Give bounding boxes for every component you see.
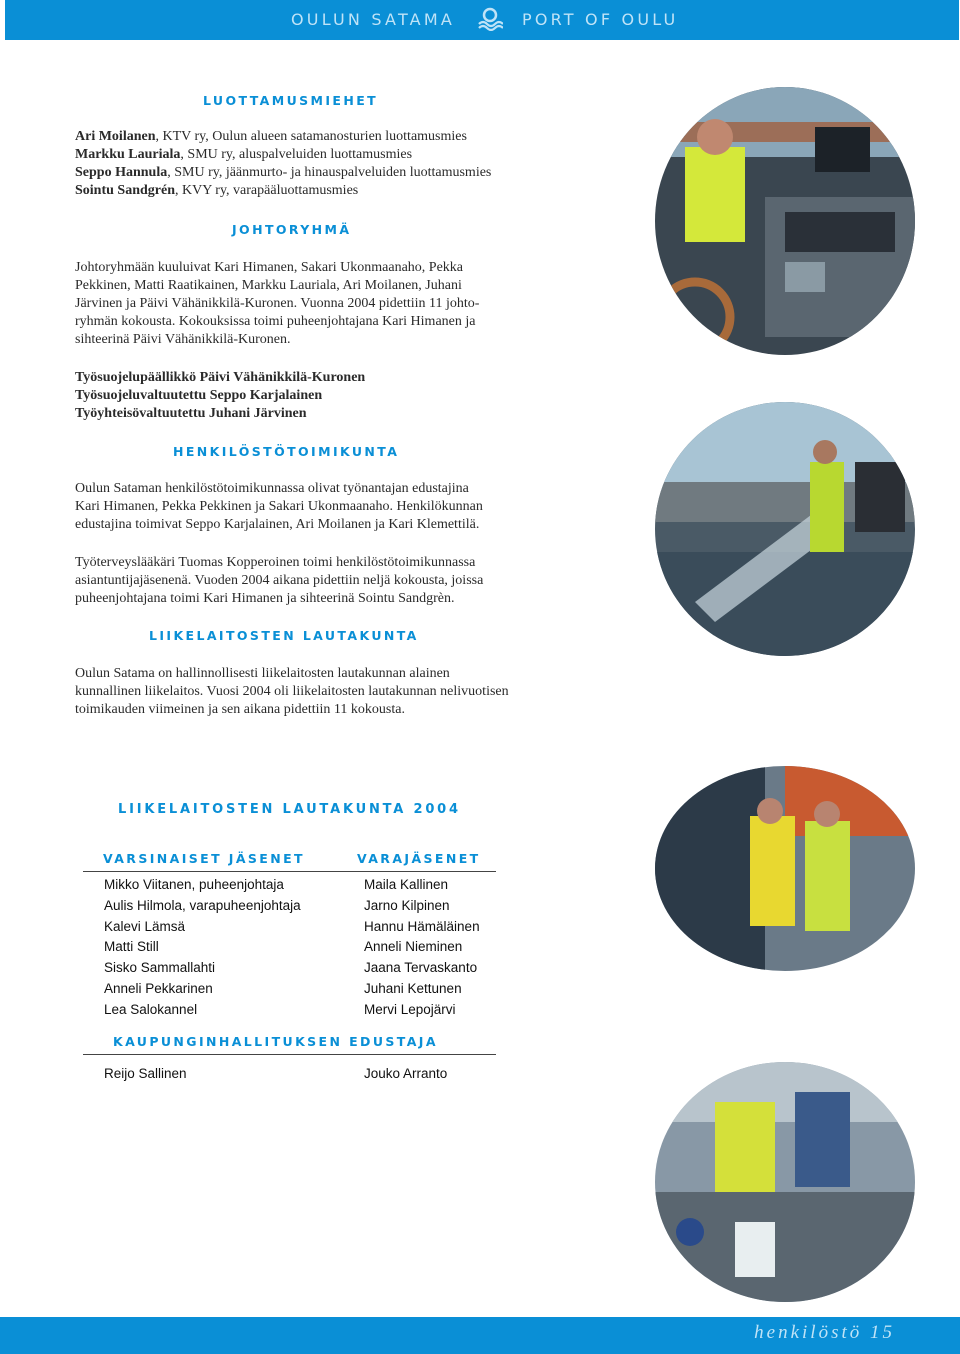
- page-label: henkilöstö 15: [754, 1322, 895, 1343]
- johtoryhma-paragraph: [75, 259, 479, 349]
- heading-kaupunginhallituksen-edustaja: KAUPUNGINHALLITUKSEN EDUSTAJA: [113, 1034, 438, 1049]
- luottamusmies-line: [75, 164, 491, 182]
- person-name: Ari Moilanen: [75, 129, 156, 144]
- luottamusmies-line: [75, 146, 491, 164]
- henkilostotoimikunta-paragraph-2: [75, 554, 483, 608]
- city-member: [104, 1064, 187, 1085]
- city-member-name: Reijo Sallinen: [104, 1066, 187, 1081]
- header-left-title: OULUN SATAMA: [291, 10, 455, 29]
- paragraph-line: Pekkinen, Matti Raatikainen, Markku Lauriala, Ari Moilanen, Juhani: [75, 278, 462, 293]
- paragraph-line: Oulun Sataman henkilöstötoimikunnassa olivat työnantajan edustajina: [75, 481, 469, 496]
- tyosuojelu-line: Työyhteisövaltuutettu Juhani Järvinen: [75, 406, 307, 421]
- heading-luottamusmiehet: LUOTTAMUSMIEHET: [203, 93, 379, 108]
- deputy-row: Juhani Kettunen: [364, 980, 462, 996]
- page-footer-bar: [0, 1317, 960, 1354]
- paragraph-line: kunnallinen liikelaitos. Vuosi 2004 oli liikelaitosten lautakunnan nelivuotisen: [75, 684, 509, 699]
- member-row: Anneli Pekkarinen: [104, 980, 213, 996]
- person-role: , SMU ry, jäänmurto- ja hinauspalveluiden luottamusmies: [167, 165, 492, 180]
- paragraph-line: Järvinen ja Päivi Vähänikkilä-Kuronen. Vuonna 2004 pidettiin 11 johto-: [75, 296, 480, 311]
- ship-bridge-photo: [655, 87, 915, 355]
- paragraph-line: ryhmän kokousta. Kokouksissa toimi puheenjohtajana Kari Himanen ja: [75, 314, 476, 329]
- paragraph-line: edustajina toimivat Seppo Karjalainen, Ari Moilanen ja Kari Klemettilä.: [75, 517, 480, 532]
- deputy-row: Hannu Hämäläinen: [364, 918, 480, 934]
- city-deputy-name: Jouko Arranto: [364, 1066, 448, 1081]
- luottamusmies-line: [75, 182, 491, 200]
- paragraph-line: Työterveyslääkäri Tuomas Kopperoinen toimi henkilöstötoimikunnassa: [75, 555, 476, 570]
- deputy-row: Mervi Lepojärvi: [364, 1001, 456, 1017]
- person-role: , KTV ry, Oulun alueen satamanosturien luottamusmies: [155, 129, 467, 144]
- member-row: Aulis Hilmola, varapuheenjohtaja: [104, 897, 301, 913]
- henkilostotoimikunta-paragraph-1: [75, 480, 483, 534]
- tyosuojelu-line: Työsuojeluvaltuutettu Seppo Karjalainen: [75, 388, 323, 403]
- paragraph-line: puheenjohtajana toimi Kari Himanen ja sihteerinä Sointu Sandgrèn.: [75, 591, 455, 606]
- paragraph-line: Kari Himanen, Pekka Pekkinen ja Sakari Ukonmaanaho. Henkilökunnan: [75, 499, 483, 514]
- table-top-rule: [83, 871, 496, 872]
- lautakunta-paragraph: [75, 665, 509, 719]
- city-deputy: [364, 1064, 447, 1085]
- tyosuojelu-line: Työsuojelupäällikkö Päivi Vähänikkilä-Kuronen: [75, 370, 366, 385]
- person-name: Markku Lauriala: [75, 147, 181, 162]
- deputy-row: Jaana Tervaskanto: [364, 960, 478, 976]
- tyosuojelu-list: [75, 369, 365, 423]
- members-column: [104, 875, 301, 1021]
- column-heading-members: VARSINAISET JÄSENET: [103, 851, 305, 866]
- deputies-column: [364, 875, 480, 1021]
- anchor-wave-logo-icon: [477, 7, 503, 31]
- luottamusmiehet-list: [75, 128, 491, 200]
- heading-henkilostotoimikunta: HENKILÖSTÖTOIMIKUNTA: [173, 444, 400, 459]
- person-role: , SMU ry, aluspalveluiden luottamusmies: [180, 147, 413, 162]
- member-row: Matti Still: [104, 939, 159, 955]
- page-header-bar: [5, 0, 959, 40]
- heading-liikelaitosten-lautakunta: LIIKELAITOSTEN LAUTAKUNTA: [149, 628, 419, 643]
- table-mid-rule: [83, 1054, 496, 1055]
- paragraph-line: asiantuntijajäsenenä. Vuoden 2004 aikana pidettiin neljä kokousta, joissa: [75, 573, 484, 588]
- heading-johtoryhma: JOHTORYHMÄ: [232, 222, 352, 237]
- header-right-title: PORT OF OULU: [522, 10, 679, 29]
- luottamusmies-line: [75, 128, 491, 146]
- paragraph-line: Johtoryhmään kuuluivat Kari Himanen, Sakari Ukonmaanaho, Pekka: [75, 260, 464, 275]
- deputy-row: Jarno Kilpinen: [364, 897, 450, 913]
- person-name: Seppo Hannula: [75, 165, 168, 180]
- person-role: , KVY ry, varapääluottamusmies: [174, 183, 359, 198]
- quay-inspection-photo: [655, 1062, 915, 1302]
- dock-washing-photo: [655, 402, 915, 656]
- member-row: Lea Salokannel: [104, 1001, 198, 1017]
- heading-lautakunta-2004: LIIKELAITOSTEN LAUTAKUNTA 2004: [118, 802, 461, 817]
- member-row: Kalevi Lämsä: [104, 918, 186, 934]
- deputy-row: Anneli Nieminen: [364, 939, 463, 955]
- paragraph-line: toimikauden viimeinen ja sen aikana pidettiin 11 kokousta.: [75, 702, 405, 717]
- column-heading-deputies: VARAJÄSENET: [357, 851, 481, 866]
- deputy-row: Maila Kallinen: [364, 877, 449, 892]
- paragraph-line: sihteerinä Päivi Vähänikkilä-Kuronen.: [75, 332, 291, 347]
- paragraph-line: Oulun Satama on hallinnollisesti liikelaitosten lautakunnan alainen: [75, 666, 450, 681]
- person-name: Sointu Sandgrén: [75, 183, 175, 198]
- member-row: Sisko Sammallahti: [104, 960, 216, 976]
- ship-crew-photo: [655, 766, 915, 971]
- member-row: Mikko Viitanen, puheenjohtaja: [104, 877, 284, 892]
